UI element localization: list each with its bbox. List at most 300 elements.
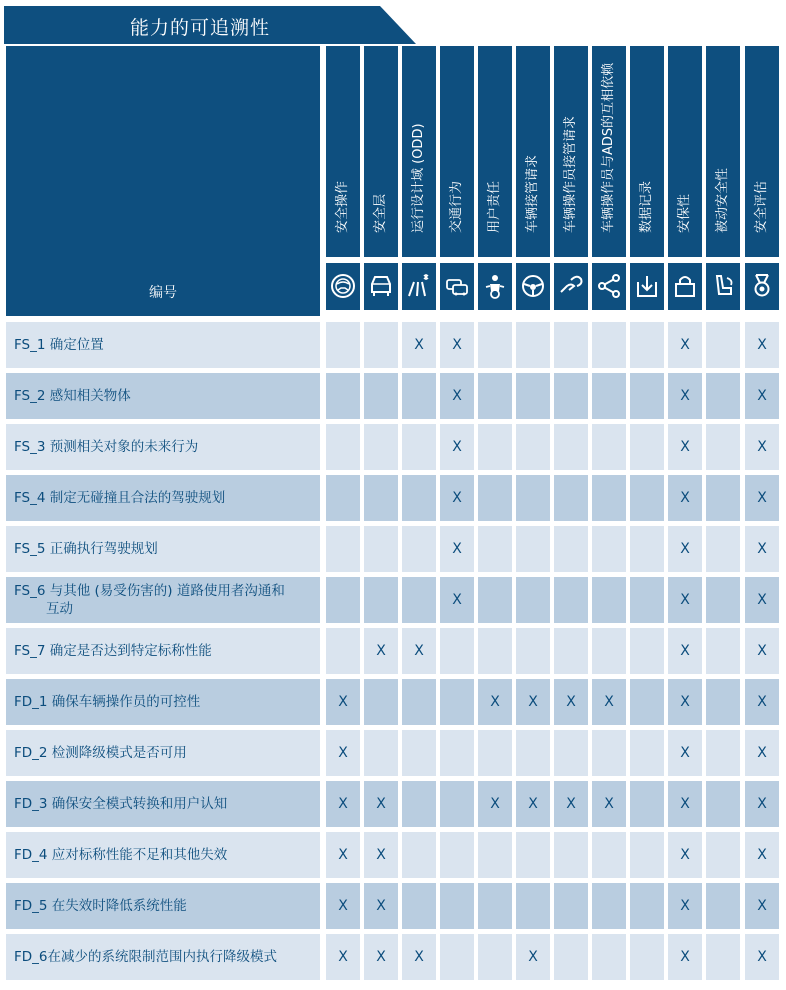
table-cell — [516, 577, 550, 623]
table-cell — [668, 373, 702, 419]
table-cell — [554, 526, 588, 572]
table-cell — [668, 934, 702, 980]
table-cell — [402, 934, 436, 980]
table-cell — [630, 934, 664, 980]
table-cell — [364, 373, 398, 419]
table-cell — [364, 577, 398, 623]
table-cell — [706, 781, 740, 827]
table-cell — [364, 628, 398, 674]
table-cell — [326, 475, 360, 521]
table-cell — [516, 526, 550, 572]
row-label-text — [6, 795, 227, 813]
cell-mark: X — [757, 745, 767, 761]
medal-icon — [748, 272, 776, 300]
table-cell — [326, 526, 360, 572]
cell-mark: X — [338, 796, 348, 812]
table-cell — [554, 883, 588, 929]
table-cell — [630, 373, 664, 419]
table-cell — [326, 730, 360, 776]
column-header — [440, 46, 474, 257]
table-cell — [440, 526, 474, 572]
table-cell — [668, 883, 702, 929]
table-cell — [440, 373, 474, 419]
table-cell — [364, 526, 398, 572]
column-icon-cell — [554, 263, 588, 310]
table-cell — [326, 373, 360, 419]
table-row-label — [6, 628, 320, 674]
row-label-text — [6, 846, 227, 864]
cell-mark: X — [680, 847, 690, 863]
table-cell — [440, 475, 474, 521]
cell-mark: X — [376, 949, 386, 965]
column-header — [402, 46, 436, 257]
table-cell — [592, 424, 626, 470]
table-cell — [630, 475, 664, 521]
table-cell — [592, 628, 626, 674]
table-row-label — [6, 526, 320, 572]
column-icon-cell — [478, 263, 512, 310]
table-cell — [554, 730, 588, 776]
table-cell — [440, 424, 474, 470]
table-cell — [668, 577, 702, 623]
column-header-label: 车辆操作员与ADS的互相依赖 — [601, 62, 616, 233]
table-cell — [364, 322, 398, 368]
cell-mark: X — [604, 796, 614, 812]
table-row-label — [6, 322, 320, 368]
cell-mark: X — [414, 337, 424, 353]
table-cell — [745, 832, 779, 878]
table-row-label — [6, 373, 320, 419]
column-icon-cell — [668, 263, 702, 310]
cell-mark: X — [680, 490, 690, 506]
share-network-icon — [595, 272, 623, 300]
column-header — [364, 46, 398, 257]
row-label-line: FD_3 确保安全模式转换和用户认知 — [14, 796, 228, 812]
table-cell — [478, 322, 512, 368]
cell-mark: X — [757, 898, 767, 914]
table-cell — [706, 679, 740, 725]
table-cell — [402, 577, 436, 623]
hand-over-icon — [557, 272, 585, 300]
table-cell — [402, 730, 436, 776]
cell-mark: X — [452, 592, 462, 608]
cell-mark: X — [338, 694, 348, 710]
row-label-line: FS_2 感知相关物体 — [14, 388, 131, 404]
cell-mark: X — [338, 949, 348, 965]
traffic-cars-icon — [443, 272, 471, 300]
cell-mark: X — [680, 745, 690, 761]
table-cell — [745, 781, 779, 827]
table-cell — [364, 934, 398, 980]
column-header-label: 被动安全性 — [715, 167, 730, 233]
cell-mark: X — [528, 694, 538, 710]
table-cell — [440, 883, 474, 929]
table-cell — [326, 424, 360, 470]
column-header — [478, 46, 512, 257]
cell-mark: X — [566, 694, 576, 710]
table-cell — [554, 424, 588, 470]
row-label-line: FD_4 应对标称性能不足和其他失效 — [14, 847, 228, 863]
table-cell — [630, 781, 664, 827]
table-cell — [745, 424, 779, 470]
column-header-label: 运行设计域 (ODD) — [411, 123, 426, 233]
table-cell — [478, 832, 512, 878]
row-label-line-2: 互动 — [46, 601, 73, 617]
table-cell — [706, 373, 740, 419]
column-icon-cell — [630, 263, 664, 310]
table-cell — [516, 781, 550, 827]
cell-mark: X — [376, 796, 386, 812]
table-cell — [402, 883, 436, 929]
table-cell — [706, 424, 740, 470]
table-cell — [364, 832, 398, 878]
table-cell — [402, 628, 436, 674]
table-cell — [706, 730, 740, 776]
cell-mark: X — [680, 592, 690, 608]
table-cell — [440, 322, 474, 368]
column-header — [630, 46, 664, 257]
table-cell — [706, 577, 740, 623]
table-cell — [440, 781, 474, 827]
table-cell — [630, 628, 664, 674]
table-cell — [326, 322, 360, 368]
table-cell — [440, 679, 474, 725]
table-cell — [706, 628, 740, 674]
table-cell — [516, 832, 550, 878]
column-icon-cell — [516, 263, 550, 310]
table-cell — [706, 526, 740, 572]
column-header-label: 车辆接管请求 — [525, 154, 540, 233]
row-label-line: FS_3 预测相关对象的未来行为 — [14, 439, 199, 455]
table-cell — [668, 628, 702, 674]
column-header — [554, 46, 588, 257]
cell-mark: X — [490, 694, 500, 710]
cell-mark: X — [757, 337, 767, 353]
cell-mark: X — [414, 643, 424, 659]
column-header — [745, 46, 779, 257]
cell-mark: X — [680, 796, 690, 812]
table-cell — [478, 883, 512, 929]
cell-mark: X — [414, 949, 424, 965]
cell-mark: X — [376, 898, 386, 914]
table-cell — [745, 577, 779, 623]
cell-mark: X — [757, 592, 767, 608]
cell-mark: X — [757, 796, 767, 812]
table-row-label — [6, 730, 320, 776]
row-label-text — [6, 438, 198, 456]
cell-mark: X — [757, 847, 767, 863]
column-icon-cell — [440, 263, 474, 310]
row-label-text — [6, 582, 285, 618]
table-cell — [668, 730, 702, 776]
table-cell — [706, 475, 740, 521]
column-header — [668, 46, 702, 257]
column-header — [592, 46, 626, 257]
row-label-text — [6, 489, 225, 507]
row-label-line: FS_7 确定是否达到特定标称性能 — [14, 643, 212, 659]
data-record-icon — [633, 272, 661, 300]
table-cell — [478, 679, 512, 725]
table-cell — [592, 934, 626, 980]
cell-mark: X — [452, 490, 462, 506]
table-cell — [326, 628, 360, 674]
table-cell — [478, 373, 512, 419]
cell-mark: X — [757, 490, 767, 506]
car-seat-icon — [709, 272, 737, 300]
table-cell — [668, 475, 702, 521]
table-cell — [554, 475, 588, 521]
table-cell — [554, 679, 588, 725]
row-label-line: FS_4 制定无碰撞且合法的驾驶规划 — [14, 490, 226, 506]
table-cell — [668, 781, 702, 827]
table-cell — [592, 883, 626, 929]
cell-mark: X — [452, 439, 462, 455]
table-cell — [592, 730, 626, 776]
table-cell — [440, 832, 474, 878]
steering-wheel-icon — [329, 272, 357, 300]
row-label-line: FD_6在减少的系统限制范围内执行降级模式 — [14, 949, 277, 965]
row-label-text — [6, 948, 277, 966]
table-cell — [554, 577, 588, 623]
cell-mark: X — [757, 388, 767, 404]
table-cell — [745, 934, 779, 980]
table-cell — [706, 322, 740, 368]
column-header — [516, 46, 550, 257]
row-label-line: FS_5 正确执行驾驶规划 — [14, 541, 158, 557]
cell-mark: X — [757, 949, 767, 965]
table-cell — [630, 730, 664, 776]
cell-mark: X — [757, 643, 767, 659]
table-cell — [478, 424, 512, 470]
road-weather-icon — [405, 272, 433, 300]
cell-mark: X — [528, 949, 538, 965]
column-header-label: 安保性 — [677, 193, 692, 233]
table-cell — [630, 577, 664, 623]
table-row-label — [6, 475, 320, 521]
table-cell — [364, 730, 398, 776]
cell-mark: X — [452, 337, 462, 353]
column-header-label: 数据记录 — [639, 180, 654, 233]
table-cell — [554, 322, 588, 368]
row-label-text — [6, 744, 187, 762]
table-cell — [630, 322, 664, 368]
table-cell — [516, 628, 550, 674]
table-cell — [402, 526, 436, 572]
cell-mark: X — [376, 643, 386, 659]
table-cell — [478, 526, 512, 572]
row-label-line: FS_6 与其他 (易受伤害的) 道路使用者沟通和 — [14, 583, 285, 599]
table-cell — [592, 526, 626, 572]
table-row-label — [6, 781, 320, 827]
cell-mark: X — [757, 694, 767, 710]
table-cell — [745, 628, 779, 674]
column-header-label: 车辆操作员接管请求 — [563, 115, 578, 233]
table-cell — [630, 424, 664, 470]
cell-mark: X — [680, 439, 690, 455]
table-cell — [668, 679, 702, 725]
column-icon-cell — [592, 263, 626, 310]
column-icon-cell — [706, 263, 740, 310]
row-label-line: FD_1 确保车辆操作员的可控性 — [14, 694, 201, 710]
row-label-text — [6, 336, 104, 354]
column-icon-cell — [326, 263, 360, 310]
table-row-label — [6, 934, 320, 980]
table-cell — [478, 781, 512, 827]
table-cell — [516, 322, 550, 368]
table-cell — [668, 832, 702, 878]
table-cell — [478, 934, 512, 980]
table-cell — [745, 883, 779, 929]
cell-mark: X — [528, 796, 538, 812]
table-cell — [516, 424, 550, 470]
row-label-text — [6, 897, 187, 915]
table-cell — [706, 832, 740, 878]
table-cell — [364, 781, 398, 827]
table-row-label — [6, 679, 320, 725]
table-cell — [402, 424, 436, 470]
table-cell — [516, 373, 550, 419]
row-label-line: FD_5 在失效时降低系统性能 — [14, 898, 187, 914]
cell-mark: X — [338, 745, 348, 761]
table-cell — [668, 322, 702, 368]
table-cell — [478, 628, 512, 674]
cell-mark: X — [338, 847, 348, 863]
table-cell — [364, 883, 398, 929]
table-cell — [745, 322, 779, 368]
table-cell — [706, 934, 740, 980]
table-cell — [554, 628, 588, 674]
cell-mark: X — [604, 694, 614, 710]
table-cell — [554, 781, 588, 827]
column-icon-cell — [364, 263, 398, 310]
table-row-label — [6, 832, 320, 878]
table-cell — [402, 679, 436, 725]
table-cell — [440, 730, 474, 776]
table-cell — [402, 781, 436, 827]
table-cell — [326, 883, 360, 929]
table-cell — [440, 577, 474, 623]
table-cell — [364, 679, 398, 725]
steering-takeover-icon — [519, 272, 547, 300]
cell-mark: X — [338, 898, 348, 914]
table-cell — [326, 577, 360, 623]
table-cell — [402, 373, 436, 419]
column-header-label: 交通行为 — [449, 180, 464, 233]
cell-mark: X — [490, 796, 500, 812]
table-cell — [516, 934, 550, 980]
column-header — [706, 46, 740, 257]
table-cell — [745, 526, 779, 572]
column-header — [326, 46, 360, 257]
table-cell — [516, 679, 550, 725]
table-cell — [516, 475, 550, 521]
table-cell — [516, 730, 550, 776]
table-cell — [592, 781, 626, 827]
table-cell — [326, 934, 360, 980]
table-cell — [326, 781, 360, 827]
table-cell — [630, 832, 664, 878]
cell-mark: X — [757, 439, 767, 455]
table-cell — [326, 679, 360, 725]
table-cell — [592, 322, 626, 368]
id-column-header — [6, 46, 320, 316]
page-title: 能力的可追溯性 — [130, 17, 271, 39]
table-row-label — [6, 577, 320, 623]
table-cell — [478, 475, 512, 521]
cell-mark: X — [680, 643, 690, 659]
table-cell — [706, 883, 740, 929]
table-cell — [630, 526, 664, 572]
cell-mark: X — [566, 796, 576, 812]
column-header-label: 安全评估 — [754, 180, 769, 233]
table-cell — [592, 475, 626, 521]
table-cell — [630, 883, 664, 929]
table-cell — [478, 577, 512, 623]
table-cell — [592, 679, 626, 725]
cell-mark: X — [680, 898, 690, 914]
user-driver-icon — [481, 272, 509, 300]
row-label-text — [6, 387, 131, 405]
table-cell — [554, 832, 588, 878]
column-header-label: 安全层 — [373, 193, 388, 233]
table-row-label — [6, 424, 320, 470]
table-cell — [554, 373, 588, 419]
table-cell — [440, 934, 474, 980]
cell-mark: X — [680, 541, 690, 557]
table-cell — [478, 730, 512, 776]
table-cell — [630, 679, 664, 725]
table-cell — [326, 832, 360, 878]
cell-mark: X — [452, 388, 462, 404]
table-cell — [745, 373, 779, 419]
table-cell — [364, 475, 398, 521]
table-cell — [402, 475, 436, 521]
lock-icon — [671, 272, 699, 300]
column-icon-cell — [402, 263, 436, 310]
cell-mark: X — [680, 949, 690, 965]
table-cell — [554, 934, 588, 980]
table-cell — [364, 424, 398, 470]
title-banner — [4, 6, 416, 44]
cell-mark: X — [680, 694, 690, 710]
row-label-text — [6, 642, 212, 660]
cell-mark: X — [452, 541, 462, 557]
table-cell — [745, 679, 779, 725]
table-cell — [402, 832, 436, 878]
cell-mark: X — [757, 541, 767, 557]
car-shield-icon — [367, 272, 395, 300]
table-cell — [592, 577, 626, 623]
column-header-label: 安全操作 — [335, 180, 350, 233]
table-cell — [745, 475, 779, 521]
row-label-line: FD_2 检测降级模式是否可用 — [14, 745, 187, 761]
cell-mark: X — [680, 388, 690, 404]
id-header-label: 编号 — [149, 285, 177, 301]
row-label-text — [6, 693, 200, 711]
cell-mark: X — [376, 847, 386, 863]
column-header-label: 用户责任 — [487, 180, 502, 233]
table-row-label — [6, 883, 320, 929]
column-icon-cell — [745, 263, 779, 310]
row-label-line: FS_1 确定位置 — [14, 337, 104, 353]
table-cell — [402, 322, 436, 368]
table-cell — [592, 832, 626, 878]
row-label-text — [6, 540, 158, 558]
table-cell — [440, 628, 474, 674]
table-cell — [668, 526, 702, 572]
table-cell — [516, 883, 550, 929]
cell-mark: X — [680, 337, 690, 353]
